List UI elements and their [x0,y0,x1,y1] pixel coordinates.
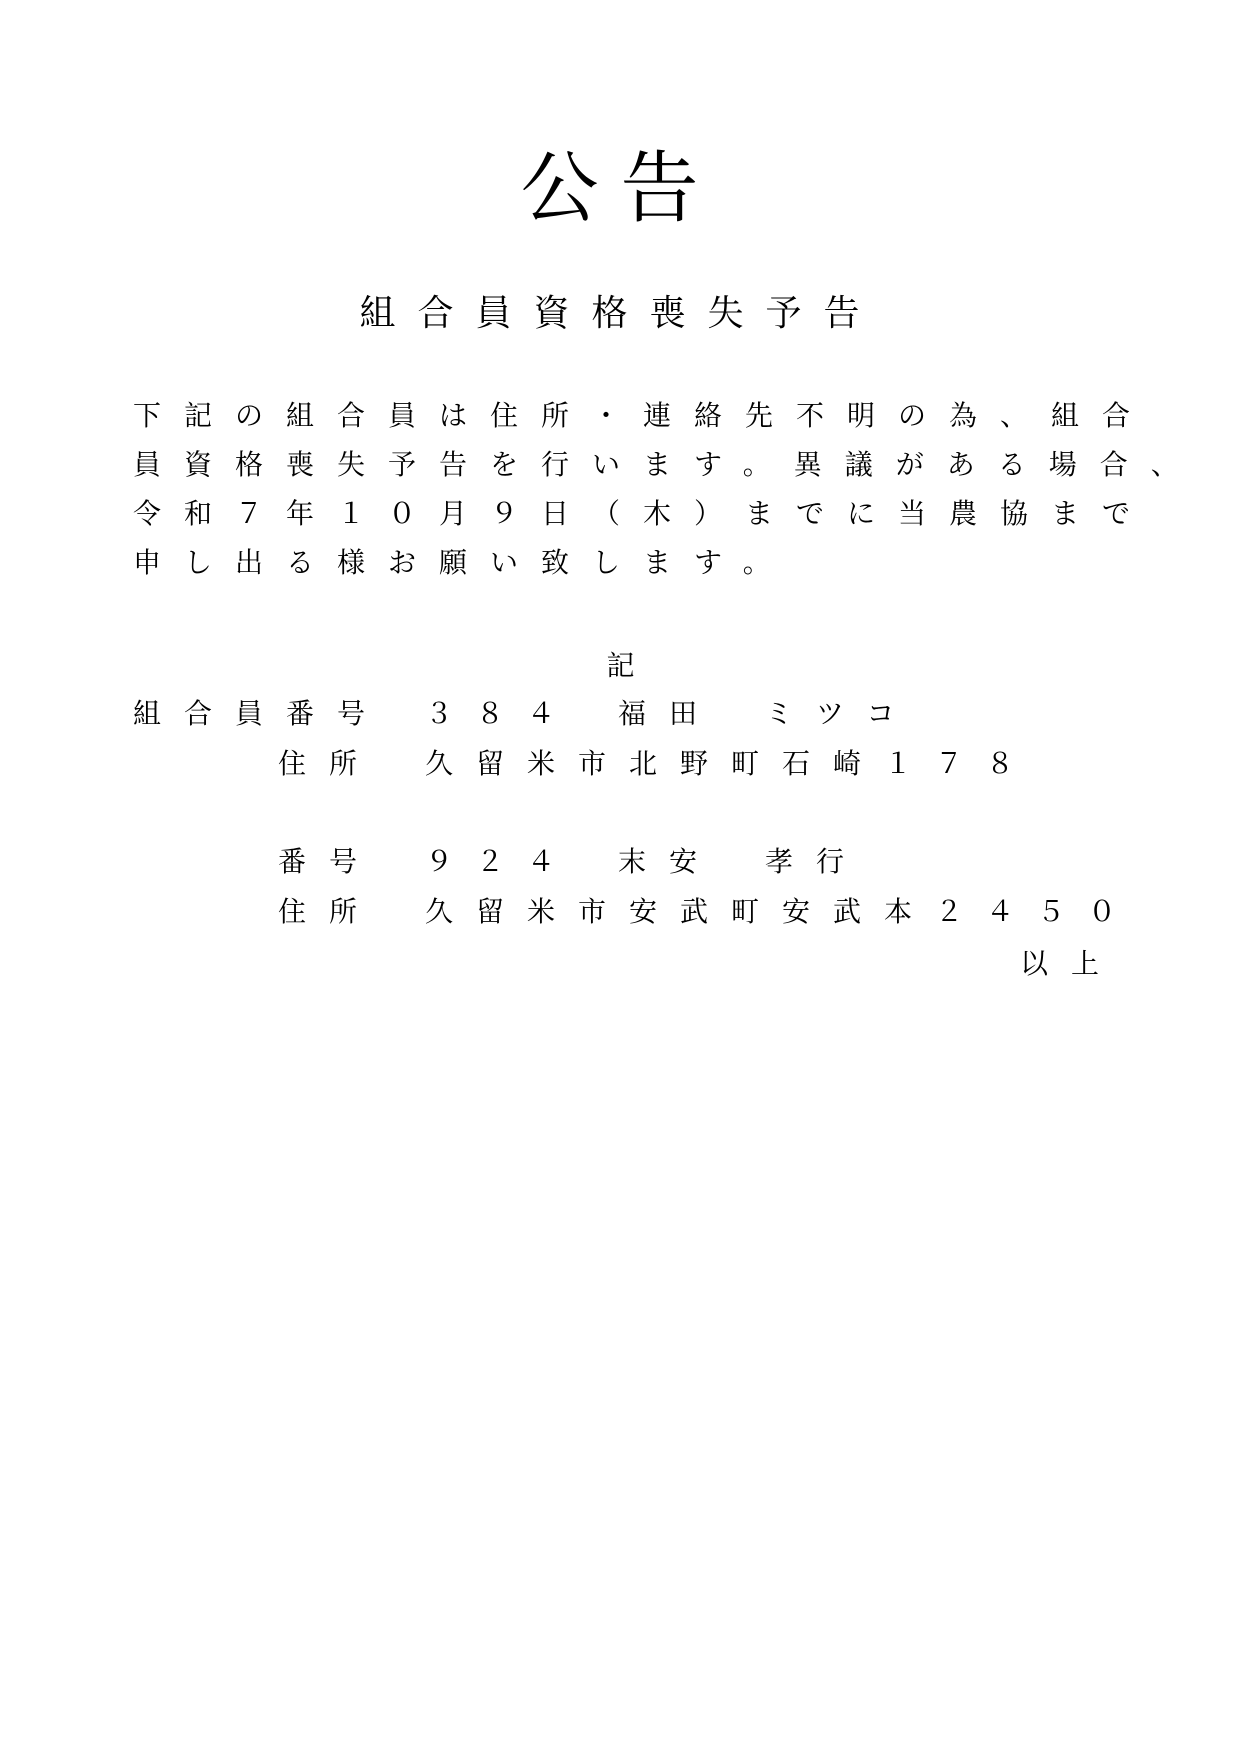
member-given-name: ミツコ [765,697,918,730]
document-subtitle: 組合員資格喪失予告 [359,293,882,334]
member-given-name: 孝行 [765,845,868,878]
body-line: 下記の組合員は住所・連絡先不明の為、組合 [133,399,1154,432]
member-number: ３８４ [425,697,579,730]
document-title: 公告 [520,144,721,234]
address-label: 住所 [278,895,381,928]
member-number: ９２４ [425,845,579,878]
ki-heading: 記 [606,649,635,682]
address-label: 住所 [278,747,381,780]
member-family-name: 福田 [618,697,721,730]
member-address: 久留米市北野町石崎１７８ [425,747,1038,780]
member-address: 久留米市安武町安武本２４５０ [425,895,1140,928]
member-number-label: 番号 [278,845,381,878]
closing-mark: 以上 [1020,947,1123,980]
body-line: 申し出る様お願い致します。 [133,546,794,579]
body-line: 員資格喪失予告を行います。異議がある場合、 [133,448,1202,481]
member-number-label: 組合員番号 [133,697,389,730]
body-line: 令和７年１０月９日（木）までに当農協まで [133,497,1154,530]
member-family-name: 末安 [618,845,721,878]
